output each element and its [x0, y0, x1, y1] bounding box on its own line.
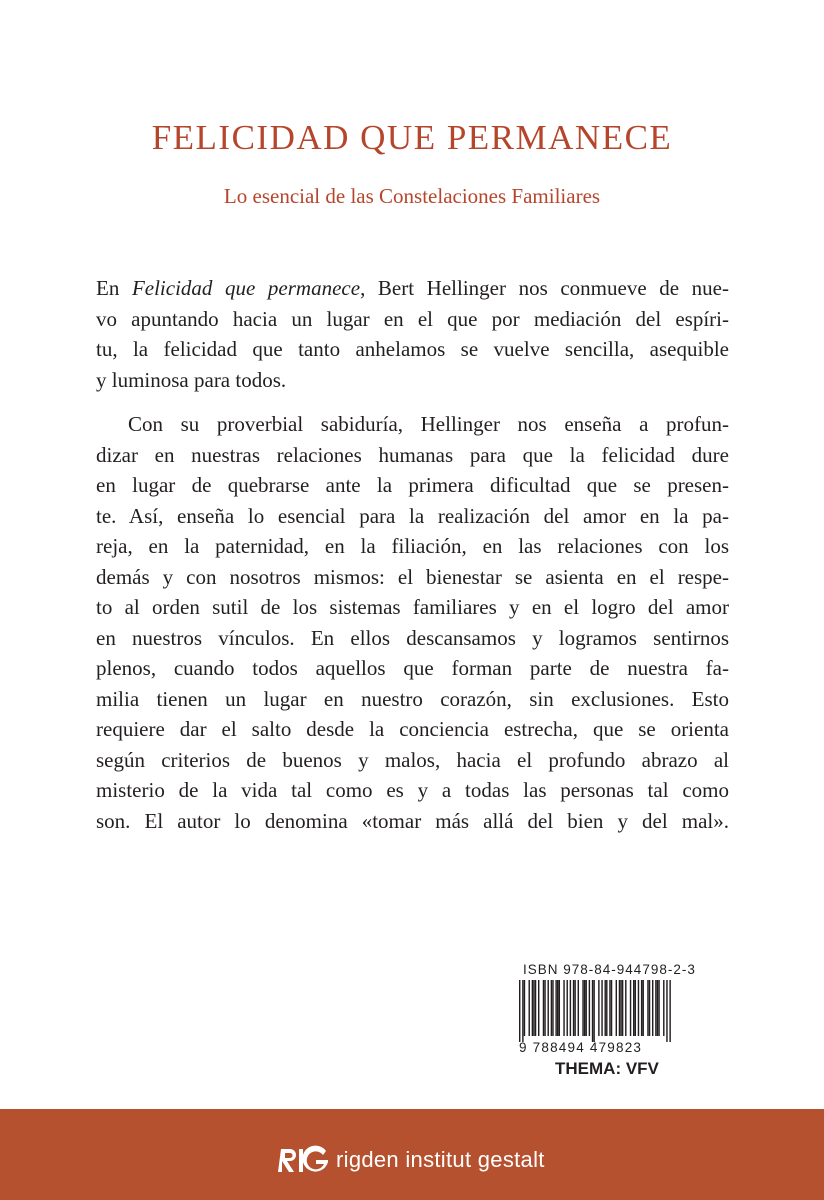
rig-logo-icon	[278, 1145, 328, 1175]
text-line: Con su proverbial sabiduría, Hellinger nos enseña a profun-	[128, 412, 729, 436]
paragraph-1	[96, 273, 729, 395]
text-line: misterio de la vida tal como es y a todas las personas tal como	[96, 778, 729, 802]
text-line: reja, en la paternidad, en la filiación, en las relaciones con los	[96, 534, 729, 558]
text-line: y luminosa para todos.	[96, 367, 287, 392]
barcode-image	[519, 980, 671, 1042]
text-line: plenos, cuando todos aquellos que forman parte de nuestra fa-	[96, 656, 729, 680]
isbn-label: ISBN 978-84-944798-2-3	[523, 962, 696, 977]
publisher-name: rigden institut gestalt	[336, 1147, 545, 1172]
publisher-footer	[0, 1109, 824, 1200]
book-subtitle: Lo esencial de las Constelaciones Familiares	[223, 184, 601, 208]
text-line: milia tienen un lugar en nuestro corazón, sin exclusiones. Esto	[96, 686, 729, 711]
text-line: tu, la felicidad que tanto anhelamos se vuelve sencilla, asequible	[96, 337, 729, 361]
text-line: en nuestros vínculos. En ellos descansamos y logramos sentirnos	[96, 625, 729, 650]
book-title: FELICIDAD QUE PERMANECE	[151, 118, 673, 157]
text-line: demás y con nosotros mismos: el bienestar se asienta en el respe-	[96, 564, 729, 589]
text-line: son. El autor lo denomina «tomar más allá del bien y del mal».	[96, 808, 729, 833]
book-title-italic: Felicidad que permanece	[131, 276, 361, 300]
text-line: en lugar de quebrarse ante la primera dificultad que se presen-	[96, 473, 729, 497]
barcode-digits: 9 788494 479823	[519, 1040, 643, 1055]
text-line: En Felicidad que permanece, Bert Hellinger nos conmueve de nue-	[96, 276, 729, 300]
publisher-brand	[278, 1145, 545, 1175]
text-line: según criterios de buenos y malos, hacia el profundo abrazo al	[96, 747, 729, 772]
back-cover-blurb	[96, 273, 729, 836]
barcode-block	[519, 962, 696, 1079]
thema-code: THEMA: VFV	[555, 1059, 659, 1078]
text-line: te. Así, enseña lo esencial para la realización del amor en la pa-	[96, 503, 729, 528]
text-line: requiere dar el salto desde la conciencia estrecha, que se orienta	[96, 717, 729, 741]
text-line: dizar en nuestras relaciones humanas para que la felicidad dure	[96, 442, 729, 467]
paragraph-2	[96, 409, 729, 836]
text-line: vo apuntando hacia un lugar en el que por mediación del espíri-	[96, 306, 729, 331]
text-line: to al orden sutil de los sistemas familiares y en el logro del amor	[96, 595, 729, 619]
